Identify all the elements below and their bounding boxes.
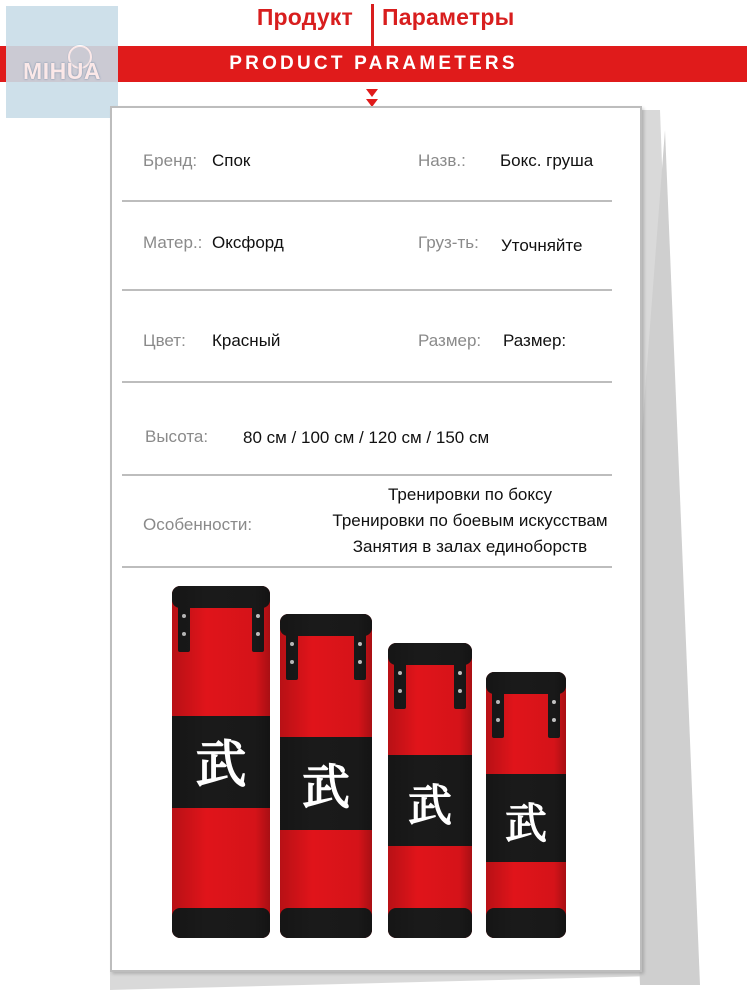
bag-glyph: 武	[504, 799, 548, 848]
color-label: Цвет:	[143, 331, 186, 350]
title-parameters: Параметры	[382, 4, 515, 30]
punching-bag	[486, 672, 566, 938]
brand-label: Бренд:	[143, 151, 198, 170]
height-label: Высота:	[145, 427, 209, 446]
material-label: Матер.:	[143, 233, 203, 252]
feature-item: Тренировки по боевым искусствам	[332, 511, 608, 530]
load-value: Уточняйте	[501, 236, 583, 255]
bag-glyph: 武	[301, 759, 351, 816]
punching-bag	[388, 643, 472, 938]
bag-glyph: 武	[195, 735, 247, 795]
title-product: Продукт	[256, 4, 353, 30]
features-label: Особенности:	[143, 515, 253, 534]
feature-item: Занятия в залах единоборств	[352, 537, 588, 556]
size-value: Размер:	[503, 331, 567, 350]
name-value: Бокс. груша	[500, 151, 594, 170]
brand-value: Спок	[212, 151, 251, 170]
size-label: Размер:	[418, 331, 482, 350]
punching-bag	[280, 614, 372, 938]
name-label: Назв.:	[418, 151, 466, 170]
load-label: Груз-ть:	[418, 233, 479, 252]
punching-bag	[172, 586, 270, 938]
banner-text: PRODUCT PARAMETERS	[229, 53, 518, 74]
height-value: 80 см / 100 см / 120 см / 150 см	[243, 428, 490, 447]
color-value: Красный	[212, 331, 281, 350]
bag-glyph: 武	[408, 780, 452, 832]
material-value: Оксфорд	[212, 233, 284, 252]
feature-item: Тренировки по боксу	[387, 485, 553, 504]
logo-text: MIHUA	[23, 58, 101, 84]
